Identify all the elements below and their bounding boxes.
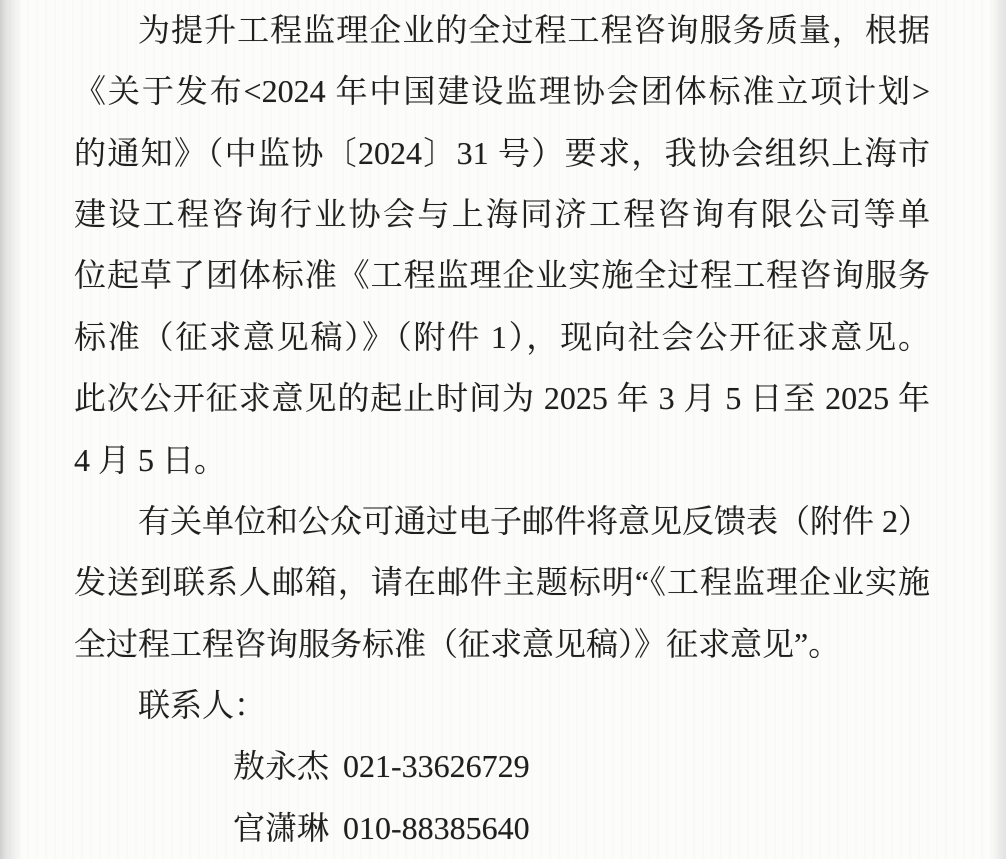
text-line: 4 月 5 日。 xyxy=(74,441,227,478)
text-line: 标准（征求意见稿）》（附件 1），现向社会公开征求意见。 xyxy=(74,318,930,355)
text-line: 的通知》（中监协〔2024〕31 号）要求，我协会组织上海市 xyxy=(74,134,930,171)
contact-name: 敖永杰 xyxy=(233,748,330,785)
contact-name: 官潇琳 xyxy=(233,809,330,846)
text-line: 为提升工程监理企业的全过程工程咨询服务质量，根据 xyxy=(138,12,930,48)
text-line: 位起草了团体标准《工程监理企业实施全过程工程咨询服务 xyxy=(74,257,930,294)
text-line: 有关单位和公众可通过电子邮件将意见反馈表（附件 2） xyxy=(138,502,931,539)
contact-phone: 021-33626729 xyxy=(343,748,530,785)
text-line: 全过程工程咨询服务标准（征求意见稿）》征求意见”。 xyxy=(74,625,841,662)
contact-phone: 010-88385640 xyxy=(343,809,530,846)
contact-row xyxy=(233,798,930,859)
contact-label: 联系人： xyxy=(138,686,267,723)
document-text-block xyxy=(74,0,930,859)
text-line: 发送到联系人邮箱，请在邮件主题标明“《工程监理企业实施 xyxy=(74,564,930,601)
text-line: 建设工程咨询行业协会与上海同济工程咨询有限公司等单 xyxy=(74,196,930,233)
paragraph-intro xyxy=(74,0,930,491)
contact-row xyxy=(233,736,930,797)
text-line: 《关于发布<2024 年中国建设监理协会团体标准立项计划> xyxy=(74,73,930,110)
paragraph-feedback xyxy=(74,491,930,675)
text-line: 此次公开征求意见的起止时间为 2025 年 3 月 5 日至 2025 年 xyxy=(74,380,930,417)
contact-section xyxy=(74,675,930,859)
